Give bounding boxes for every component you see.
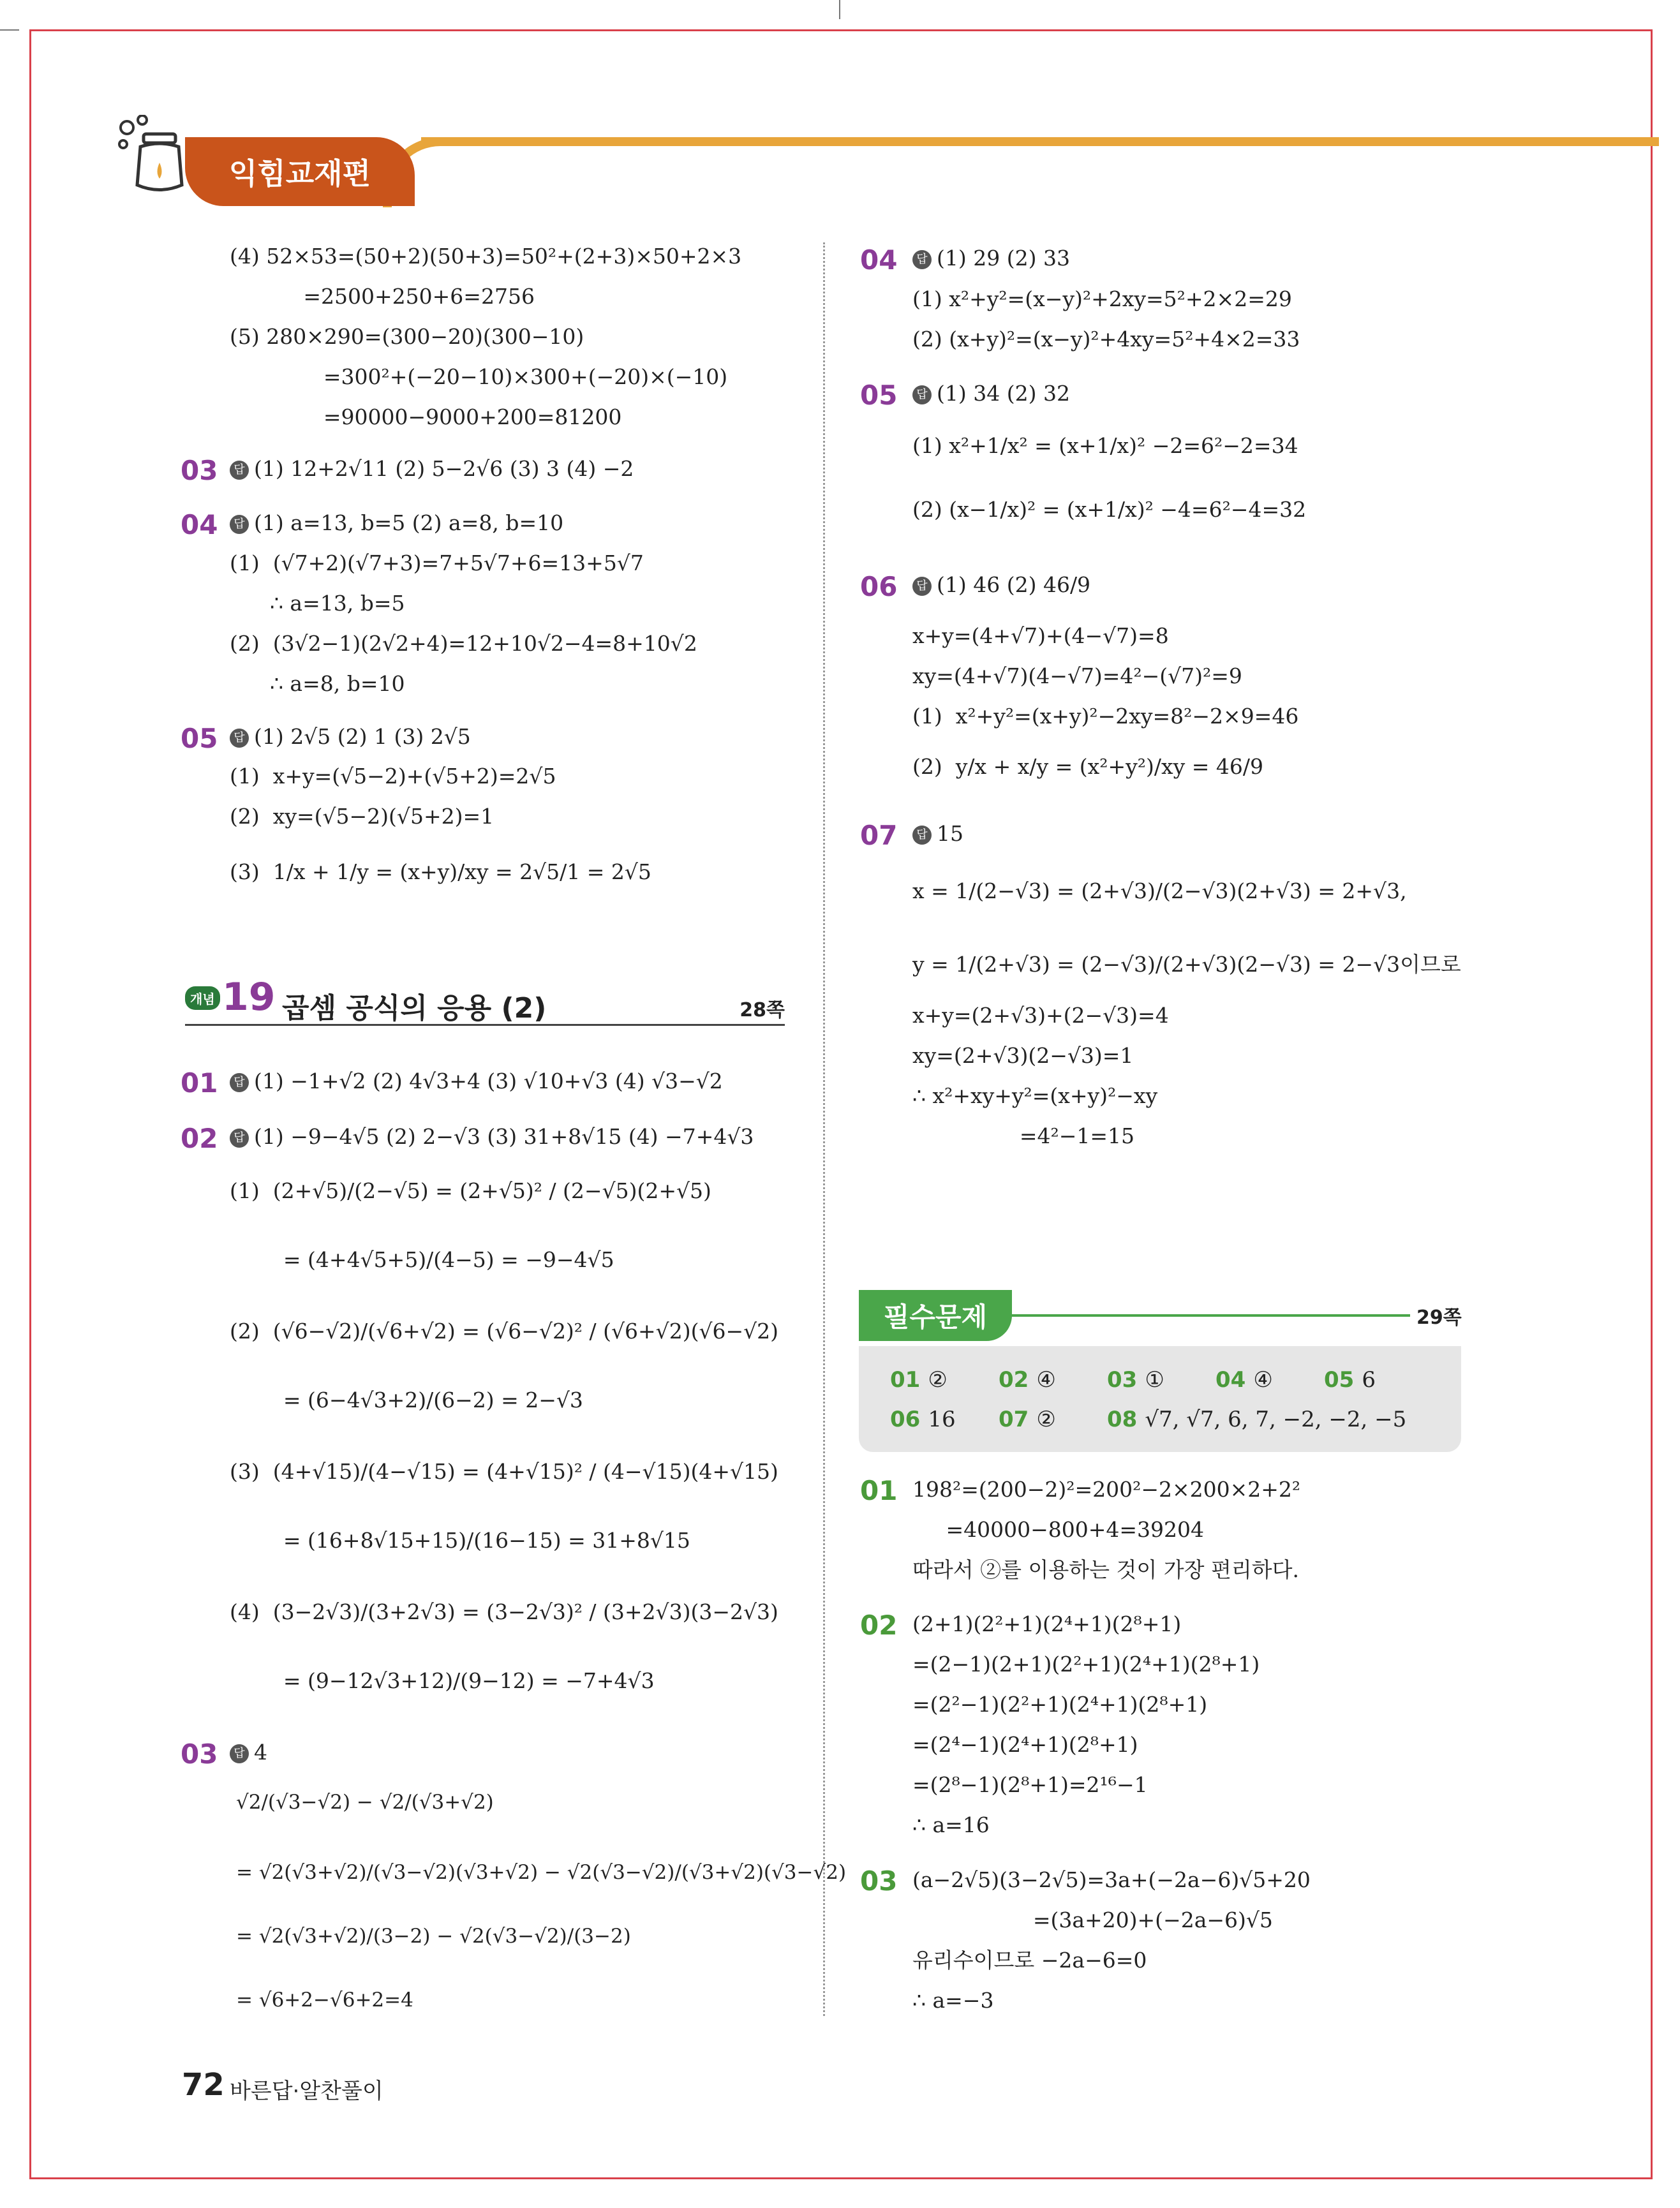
answer-icon: 답 xyxy=(912,577,932,596)
pilsu-item: 05 6 xyxy=(1324,1367,1376,1393)
answer-icon: 답 xyxy=(230,515,249,534)
solution-line: xy=(4+√7)(4−√7)=4²−(√7)²=9 xyxy=(912,663,1242,688)
solution-line: (2) (x−1/x)² = (x+1/x)² −4=6²−4=32 xyxy=(912,497,1307,522)
solution-line: =(2⁸−1)(2⁸+1)=2¹⁶−1 xyxy=(912,1772,1148,1797)
question-number: 01 xyxy=(860,1475,898,1506)
answer-text: (1) 34 (2) 32 xyxy=(937,381,1070,406)
solution-line: (2+1)(2²+1)(2⁴+1)(2⁸+1) xyxy=(912,1612,1182,1636)
pilsu-item: 01 ② xyxy=(890,1367,948,1393)
solution-line: = (4+4√5+5)/(4−5) = −9−4√5 xyxy=(230,1247,614,1272)
answer-text: (1) 29 (2) 33 xyxy=(937,246,1070,270)
solution-line: (4) 52×53=(50+2)(50+3)=50²+(2+3)×50+2×3 xyxy=(230,244,742,269)
solution-line: = (9−12√3+12)/(9−12) = −7+4√3 xyxy=(230,1668,655,1693)
r07-answer xyxy=(912,823,963,845)
solution-line: (1) x²+y²=(x+y)²−2xy=8²−2×9=46 xyxy=(912,704,1299,729)
solution-line: = √6+2−√6+2=4 xyxy=(236,1989,413,2012)
answer-icon: 답 xyxy=(912,826,932,845)
answer-icon: 답 xyxy=(230,1744,249,1763)
answer-text: (1) 2√5 (2) 1 (3) 2√5 xyxy=(254,724,471,749)
solution-line: (4) (3−2√3)/(3+2√3) = (3−2√3)² / (3+2√3)(3−2√3) xyxy=(230,1599,778,1624)
pilsu-page: 29쪽 xyxy=(1416,1307,1462,1329)
solution-line: =2500+250+6=2756 xyxy=(230,284,535,309)
solution-line: (2) (√6−√2)/(√6+√2) = (√6−√2)² / (√6+√2)(√6−√2) xyxy=(230,1319,779,1344)
solution-line: (5) 280×290=(300−20)(300−10) xyxy=(230,324,584,349)
q05-answer xyxy=(230,726,471,748)
solution-line: = √2(√3+√2)/(√3−√2)(√3+√2) − √2(√3−√2)/(√3+√2)(√3−√2) xyxy=(236,1861,847,1884)
solution-line: (1) x²+y²=(x−y)²+2xy=5²+2×2=29 xyxy=(912,286,1292,311)
question-number: 03 xyxy=(860,1865,898,1897)
question-number: 04 xyxy=(860,244,898,276)
solution-line: (1) (√7+2)(√7+3)=7+5√7+6=13+5√7 xyxy=(230,551,644,575)
pilsu-item: 08 √7, √7, 6, 7, −2, −2, −5 xyxy=(1107,1407,1407,1432)
solution-line: (2) (x+y)²=(x−y)²+4xy=5²+4×2=33 xyxy=(912,327,1300,352)
answer-text: 4 xyxy=(254,1740,267,1765)
concept-badge: 개념 xyxy=(185,986,220,1010)
solution-line: ∴ a=−3 xyxy=(912,1988,994,2013)
solution-line: ∴ a=13, b=5 xyxy=(230,591,405,616)
solution-line: (1) x²+1/x² = (x+1/x)² −2=6²−2=34 xyxy=(912,433,1298,458)
page-frame xyxy=(29,29,1653,2179)
question-number: 06 xyxy=(860,571,898,602)
pilsu-item: 02 ④ xyxy=(999,1367,1056,1393)
solution-line: (2) (3√2−1)(2√2+4)=12+10√2−4=8+10√2 xyxy=(230,631,697,656)
solution-line: =(2−1)(2+1)(2²+1)(2⁴+1)(2⁸+1) xyxy=(912,1652,1260,1677)
solution-line: 유리수이므로 −2a−6=0 xyxy=(912,1948,1147,1973)
r05-answer xyxy=(912,383,1070,404)
r06-answer xyxy=(912,574,1090,596)
s02-answer xyxy=(230,1126,754,1148)
solution-line: (3) 1/x + 1/y = (x+y)/xy = 2√5/1 = 2√5 xyxy=(230,859,651,884)
solution-line: (a−2√5)(3−2√5)=3a+(−2a−6)√5+20 xyxy=(912,1867,1311,1892)
question-number: 01 xyxy=(181,1067,218,1099)
lamp-icon xyxy=(118,115,188,204)
solution-line: =4²−1=15 xyxy=(912,1123,1134,1148)
section-page: 28쪽 xyxy=(740,999,785,1021)
page-number: 72 xyxy=(182,2067,225,2103)
question-number: 05 xyxy=(860,380,898,411)
pilsu-item: 04 ④ xyxy=(1215,1367,1273,1393)
solution-line: (1) x+y=(√5−2)+(√5+2)=2√5 xyxy=(230,764,556,789)
s03-answer xyxy=(230,1742,267,1763)
solution-line: =(3a+20)+(−2a−6)√5 xyxy=(912,1908,1273,1932)
solution-line: 따라서 ②를 이용하는 것이 가장 편리하다. xyxy=(912,1557,1299,1582)
answer-icon: 답 xyxy=(912,250,932,269)
question-number: 02 xyxy=(860,1610,898,1641)
question-number: 05 xyxy=(181,723,218,754)
answer-icon: 답 xyxy=(230,729,249,748)
crop-mark xyxy=(0,29,19,31)
solution-line: (2) y/x + x/y = (x²+y²)/xy = 46/9 xyxy=(912,754,1263,779)
solution-line: 198²=(200−2)²=200²−2×200×2+2² xyxy=(912,1477,1301,1502)
solution-line: (1) (2+√5)/(2−√5) = (2+√5)² / (2−√5)(2+√5) xyxy=(230,1178,711,1203)
solution-line: xy=(2+√3)(2−√3)=1 xyxy=(912,1043,1134,1068)
solution-line: x = 1/(2−√3) = (2+√3)/(2−√3)(2+√3) = 2+√3, xyxy=(912,878,1407,903)
r04-answer xyxy=(912,248,1070,269)
section-number: 19 xyxy=(222,975,276,1019)
q03-answer xyxy=(230,458,634,480)
solution-line: (2) xy=(√5−2)(√5+2)=1 xyxy=(230,804,494,829)
answer-text: (1) −1+√2 (2) 4√3+4 (3) √10+√3 (4) √3−√2 xyxy=(254,1069,723,1093)
answer-text: (1) 46 (2) 46/9 xyxy=(937,572,1091,597)
header-stripe xyxy=(421,137,1659,146)
solution-line: =40000−800+4=39204 xyxy=(912,1517,1204,1542)
pilsu-line xyxy=(1002,1314,1410,1317)
answer-icon: 답 xyxy=(230,1129,249,1148)
solution-line: =(2⁴−1)(2⁴+1)(2⁸+1) xyxy=(912,1732,1138,1757)
crop-mark xyxy=(839,0,840,19)
answer-text: (1) a=13, b=5 (2) a=8, b=10 xyxy=(254,510,564,535)
header-tab: 익힘교재편 xyxy=(185,137,415,206)
solution-line: x+y=(2+√3)+(2−√3)=4 xyxy=(912,1003,1169,1028)
solution-line: =90000−9000+200=81200 xyxy=(230,404,622,429)
column-divider xyxy=(823,242,825,2016)
solution-line: x+y=(4+√7)+(4−√7)=8 xyxy=(912,623,1169,648)
solution-line: ∴ a=8, b=10 xyxy=(230,671,405,696)
answer-text: 15 xyxy=(937,821,963,846)
answer-icon: 답 xyxy=(230,1073,249,1092)
pilsu-item: 06 16 xyxy=(890,1407,956,1432)
q04-answer xyxy=(230,512,563,534)
s01-answer xyxy=(230,1071,723,1092)
question-number: 02 xyxy=(181,1123,218,1154)
solution-line: (3) (4+√15)/(4−√15) = (4+√15)² / (4−√15)(4+√15) xyxy=(230,1459,778,1484)
solution-line: y = 1/(2+√3) = (2−√3)/(2+√3)(2−√3) = 2−√3이므로 xyxy=(912,952,1461,977)
footer-title: 바른답·알찬풀이 xyxy=(230,2078,383,2104)
solution-line: ∴ x²+xy+y²=(x+y)²−xy xyxy=(912,1083,1158,1108)
question-number: 04 xyxy=(181,509,218,540)
answer-icon: 답 xyxy=(912,385,932,404)
pilsu-item: 07 ② xyxy=(999,1407,1056,1432)
solution-line: = √2(√3+√2)/(3−2) − √2(√3−√2)/(3−2) xyxy=(236,1925,631,1948)
section-title: 곱셈 공식의 응용 (2) xyxy=(282,992,547,1025)
pilsu-tab: 필수문제 xyxy=(859,1290,1012,1341)
pilsu-answer-box xyxy=(859,1346,1461,1452)
answer-text: (1) 12+2√11 (2) 5−2√6 (3) 3 (4) −2 xyxy=(254,456,634,481)
pilsu-item: 03 ① xyxy=(1107,1367,1164,1393)
solution-line: =300²+(−20−10)×300+(−20)×(−10) xyxy=(230,364,728,389)
question-number: 03 xyxy=(181,1738,218,1770)
solution-line: = (6−4√3+2)/(6−2) = 2−√3 xyxy=(230,1388,583,1412)
solution-line: =(2²−1)(2²+1)(2⁴+1)(2⁸+1) xyxy=(912,1692,1208,1717)
question-number: 07 xyxy=(860,820,898,851)
section-header xyxy=(185,975,785,1026)
solution-line: ∴ a=16 xyxy=(912,1812,990,1837)
solution-line: √2/(√3−√2) − √2/(√3+√2) xyxy=(236,1791,494,1814)
solution-line: = (16+8√15+15)/(16−15) = 31+8√15 xyxy=(230,1528,690,1553)
answer-icon: 답 xyxy=(230,461,249,480)
answer-text: (1) −9−4√5 (2) 2−√3 (3) 31+8√15 (4) −7+4√3 xyxy=(254,1124,754,1149)
question-number: 03 xyxy=(181,455,218,486)
